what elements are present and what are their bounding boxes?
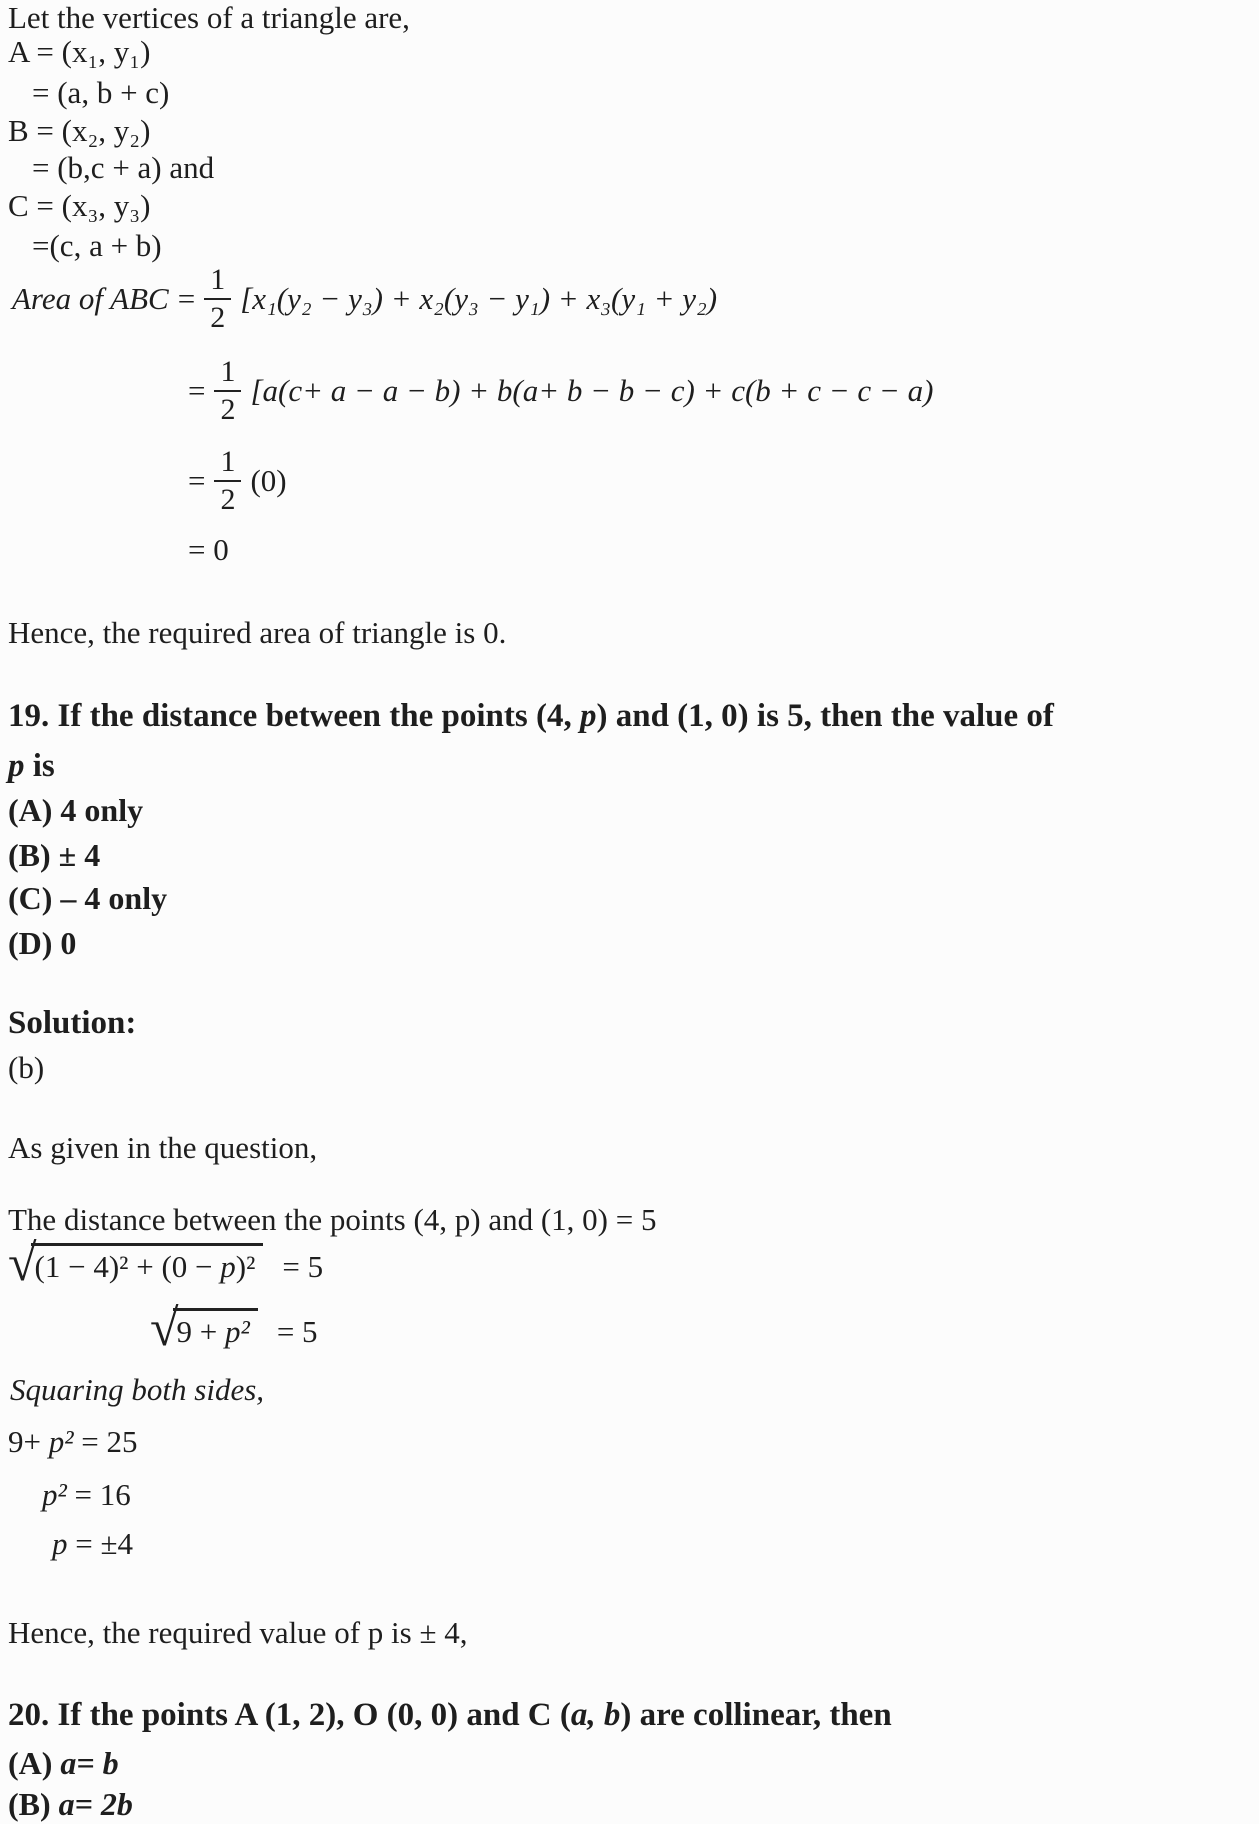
q20-option-b-value: a= 2b	[58, 1786, 133, 1822]
q20-option-a-label: (A)	[8, 1745, 61, 1781]
sqrt-equation-1	[8, 1235, 324, 1292]
fraction-one-half	[214, 356, 241, 425]
intro-lead: Let the vertices of a triangle are,	[8, 0, 410, 35]
sqrt2-var: p²	[225, 1314, 250, 1349]
solution-answer: (b)	[8, 1050, 45, 1085]
sqrt2-expression	[173, 1308, 258, 1350]
fraction-numerator: 1	[204, 264, 231, 300]
step2-var: p²	[42, 1477, 67, 1512]
radical-sign: √	[8, 1235, 37, 1292]
q19-text-pre: 19. If the distance between the points (4,	[8, 698, 580, 734]
step3-rhs: = ±4	[67, 1526, 133, 1561]
square-root	[150, 1300, 258, 1357]
fraction-one-half	[214, 446, 241, 515]
vertex-c: C = (x₃, y₃)	[8, 188, 151, 223]
area-result: = 0	[188, 532, 229, 567]
vertex-b: B = (x₂, y₂)	[8, 113, 151, 148]
area-conclusion: Hence, the required area of triangle is 0.	[8, 615, 507, 650]
fraction-one-half	[204, 264, 231, 333]
area-formula-line-1	[12, 264, 717, 333]
sqrt1-pre: (1 − 4)² + (0 −	[34, 1249, 221, 1284]
q20-text-post: ) are collinear, then	[620, 1697, 892, 1733]
step-2	[42, 1477, 131, 1513]
step2-rhs: = 16	[66, 1477, 131, 1512]
area-formula-line-3	[188, 446, 287, 515]
area-expression-2: [a(c+ a − a − b) + b(a+ b − b − c) + c(b + c − c − a)	[250, 372, 934, 408]
area-formula-line-2	[188, 356, 933, 425]
fraction-denominator: 2	[220, 482, 236, 516]
vertex-a-value: = (a, b + c)	[32, 75, 170, 110]
sqrt1-post: )²	[235, 1249, 256, 1284]
sqrt-equation-2	[150, 1300, 318, 1357]
sqrt2-rhs: = 5	[276, 1313, 318, 1349]
q20-option-b-label: (B)	[8, 1786, 59, 1822]
q20-option-a	[8, 1745, 119, 1782]
sqrt1-rhs: = 5	[282, 1248, 324, 1284]
square-root	[8, 1235, 263, 1292]
step1-var: p²	[48, 1424, 74, 1459]
sqrt2-pre: 9 +	[176, 1314, 226, 1349]
question-19-line-1	[8, 698, 1054, 736]
fraction-denominator: 2	[220, 392, 236, 426]
solution-heading: Solution:	[8, 1005, 137, 1041]
q19-option-c: (C) – 4 only	[8, 880, 168, 916]
equals-sign: =	[188, 462, 206, 498]
equals-sign: =	[188, 372, 206, 408]
fraction-denominator: 2	[210, 300, 226, 334]
q19-option-d: (D) 0	[8, 925, 77, 961]
q20-var-ab: a, b	[570, 1697, 621, 1733]
step1-rhs: = 25	[73, 1424, 138, 1459]
question-19-line-2	[8, 748, 55, 786]
step-1	[8, 1424, 138, 1460]
equals-sign: =	[177, 280, 196, 316]
q20-option-b	[8, 1786, 133, 1823]
fraction-numerator: 1	[214, 446, 241, 482]
step-3	[52, 1526, 133, 1562]
squaring-note: Squaring both sides,	[10, 1372, 265, 1407]
area-expression-3: (0)	[250, 462, 287, 498]
sqrt1-var: p	[220, 1249, 236, 1284]
radical-sign: √	[150, 1300, 179, 1357]
sqrt1-expression	[31, 1243, 264, 1285]
q19-text-is: is	[24, 748, 55, 784]
question-20-line-1	[8, 1697, 892, 1735]
fraction-numerator: 1	[214, 356, 241, 392]
step1-pre: 9+	[8, 1424, 49, 1459]
solution-conclusion: Hence, the required value of p is ± 4,	[8, 1615, 468, 1650]
q20-option-a-value: a= b	[60, 1745, 119, 1781]
q20-text-pre: 20. If the points A (1, 2), O (0, 0) and C (	[8, 1697, 571, 1733]
q19-text-post: ) and (1, 0) is 5, then the value of	[596, 698, 1054, 734]
solution-given: As given in the question,	[8, 1130, 318, 1165]
step3-var: p	[52, 1526, 68, 1561]
area-label: Area of ABC	[12, 280, 169, 316]
area-expression-1: [x₁(y₂ − y₃) + x₂(y₃ − y₁) + x₃(y₁ + y₂)	[240, 280, 718, 316]
vertex-a: A = (x₁, y₁)	[8, 34, 151, 69]
vertex-b-value: = (b,c + a) and	[32, 150, 215, 185]
q19-var-p: p	[8, 748, 25, 784]
vertex-c-value: =(c, a + b)	[32, 228, 162, 263]
q19-option-a: (A) 4 only	[8, 792, 144, 828]
q19-option-b: (B) ± 4	[8, 837, 101, 873]
solution-distance-statement: The distance between the points (4, p) and (1, 0) = 5	[8, 1202, 657, 1237]
q19-var-p: p	[579, 698, 597, 734]
